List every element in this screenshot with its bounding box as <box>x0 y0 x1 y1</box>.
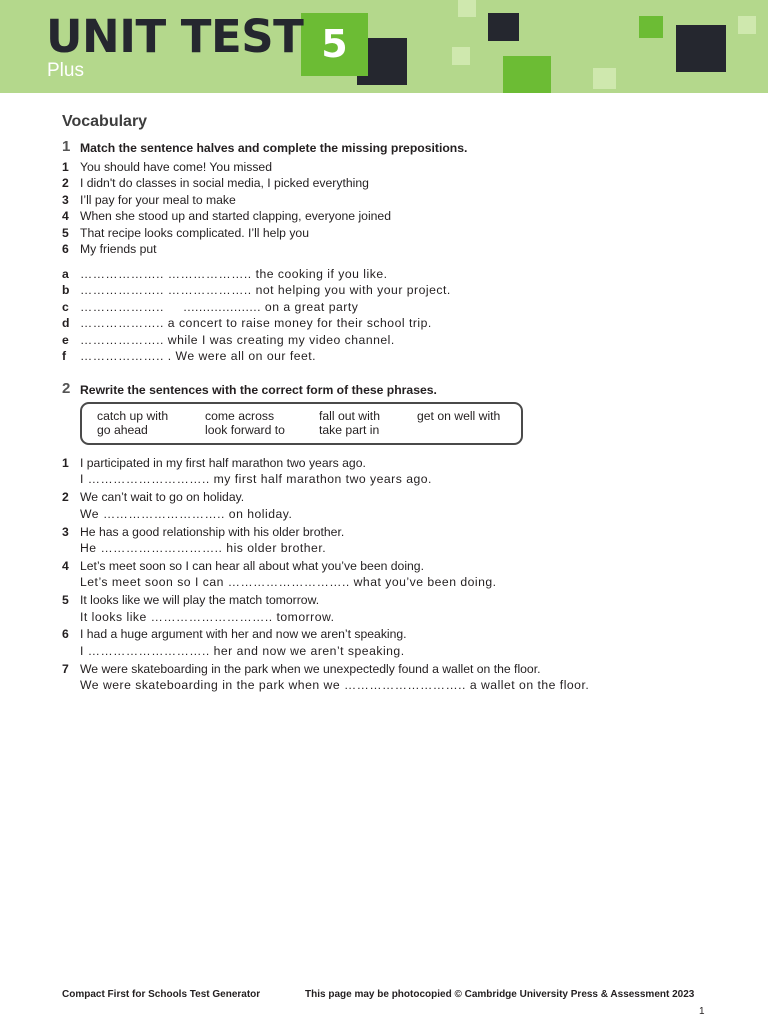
item-number: 5 <box>62 593 69 608</box>
list-item <box>62 315 722 331</box>
rewrite-sentence: He ……………………….. his older brother. <box>80 540 327 555</box>
rewrite-sentence: We were skateboarding in the park when we ……………………….. a wallet on the floor. <box>80 678 590 693</box>
list-item <box>62 241 722 257</box>
original-sentence: I participated in my first half marathon two years ago. <box>80 456 366 470</box>
decorative-square <box>458 0 476 17</box>
item-number: 3 <box>62 192 69 207</box>
list-item <box>62 299 722 315</box>
item-text: That recipe looks complicated. I’ll help you <box>80 225 309 240</box>
sentence-stems-list <box>62 159 722 257</box>
decorative-square <box>503 56 551 93</box>
original-sentence: It looks like we will play the match tomorrow. <box>80 593 320 608</box>
footer-left: Compact First for Schools Test Generator <box>62 989 261 1000</box>
item-number: 1 <box>62 456 69 470</box>
item-text: My friends put <box>80 241 157 256</box>
item-text: ……………….. a concert to raise money for their school trip. <box>80 316 432 331</box>
list-item <box>62 626 742 660</box>
item-letter: f <box>62 348 67 363</box>
item-letter: b <box>62 283 70 298</box>
phrase: go ahead <box>97 423 148 437</box>
unit-number-badge: 5 <box>301 13 368 76</box>
section-heading: Vocabulary <box>62 113 148 130</box>
decorative-square <box>593 68 616 89</box>
page-title: UNIT TEST <box>46 10 304 63</box>
exercise-instruction: Rewrite the sentences with the correct form of these phrases. <box>80 383 437 397</box>
item-text: ……………….. .................... on a great party <box>80 299 359 314</box>
list-item <box>62 332 722 348</box>
item-text: ……………….. . We were all on our feet. <box>80 348 317 363</box>
item-number: 2 <box>62 490 69 505</box>
phrase: catch up with <box>97 409 169 423</box>
item-text: ……………….. while I was creating my video channel. <box>80 332 395 347</box>
phrase: look forward to <box>205 423 285 437</box>
list-item <box>62 455 742 489</box>
item-text: I’ll pay for your meal to make <box>80 192 236 207</box>
decorative-square <box>452 47 470 65</box>
phrase-box <box>80 402 523 445</box>
decorative-square <box>738 16 756 34</box>
original-sentence: We can’t wait to go on holiday. <box>80 490 245 505</box>
decorative-square <box>488 13 519 41</box>
original-sentence: Let’s meet soon so I can hear all about what you’ve been doing. <box>80 558 424 573</box>
item-number: 3 <box>62 524 69 539</box>
rewrite-questions-list <box>62 455 742 695</box>
item-letter: a <box>62 267 69 281</box>
list-item <box>62 175 722 191</box>
item-number: 6 <box>62 241 69 256</box>
item-letter: c <box>62 299 69 314</box>
list-item <box>62 661 742 695</box>
phrase: get on well with <box>417 409 501 423</box>
decorative-square <box>639 16 663 38</box>
list-item <box>62 489 742 523</box>
item-number: 4 <box>62 558 69 573</box>
rewrite-sentence: It looks like ……………………….. tomorrow. <box>80 609 335 624</box>
phrase: take part in <box>319 423 380 437</box>
exercise-number: 1 <box>62 138 71 155</box>
exercise-number: 2 <box>62 380 71 397</box>
rewrite-sentence: Let’s meet soon so I can ……………………….. what you’ve been doing. <box>80 575 497 590</box>
list-item <box>62 192 722 208</box>
rewrite-sentence: We ……………………….. on holiday. <box>80 506 293 521</box>
list-item <box>62 524 742 558</box>
exercise-instruction: Match the sentence halves and complete the missing prepositions. <box>80 141 468 155</box>
item-number: 1 <box>62 160 69 174</box>
item-text: I didn't do classes in social media, I picked everything <box>80 176 369 191</box>
item-text: You should have come! You missed <box>80 160 272 174</box>
page-subtitle: Plus <box>47 60 84 81</box>
list-item <box>62 282 722 298</box>
item-number: 7 <box>62 661 69 676</box>
original-sentence: I had a huge argument with her and now we aren’t speaking. <box>80 627 407 642</box>
item-number: 5 <box>62 225 69 240</box>
footer-copyright: This page may be photocopied © Cambridge University Press & Assessment 2023 <box>305 989 695 1000</box>
item-letter: d <box>62 316 70 331</box>
decorative-square <box>676 25 726 72</box>
list-item <box>62 159 722 175</box>
page-number: 1 <box>699 1006 705 1017</box>
item-text: ……………….. ……………….. the cooking if you like. <box>80 267 388 281</box>
list-item <box>62 225 722 241</box>
rewrite-sentence: I ……………………….. my first half marathon two years ago. <box>80 472 432 487</box>
phrase: fall out with <box>319 409 380 423</box>
item-letter: e <box>62 332 69 347</box>
sentence-endings-list <box>62 266 722 364</box>
item-text: ……………….. ……………….. not helping you with your project. <box>80 283 451 298</box>
list-item <box>62 266 722 282</box>
item-number: 6 <box>62 627 69 642</box>
rewrite-sentence: I ……………………….. her and now we aren’t speaking. <box>80 643 405 658</box>
phrase: come across <box>205 409 275 423</box>
list-item <box>62 208 722 224</box>
original-sentence: We were skateboarding in the park when we unexpectedly found a wallet on the floor. <box>80 661 541 676</box>
list-item <box>62 348 722 364</box>
header-banner <box>0 0 768 93</box>
list-item <box>62 592 742 626</box>
original-sentence: He has a good relationship with his older brother. <box>80 524 345 539</box>
item-text: When she stood up and started clapping, everyone joined <box>80 209 391 224</box>
item-number: 4 <box>62 209 69 224</box>
item-number: 2 <box>62 176 69 191</box>
list-item <box>62 558 742 592</box>
